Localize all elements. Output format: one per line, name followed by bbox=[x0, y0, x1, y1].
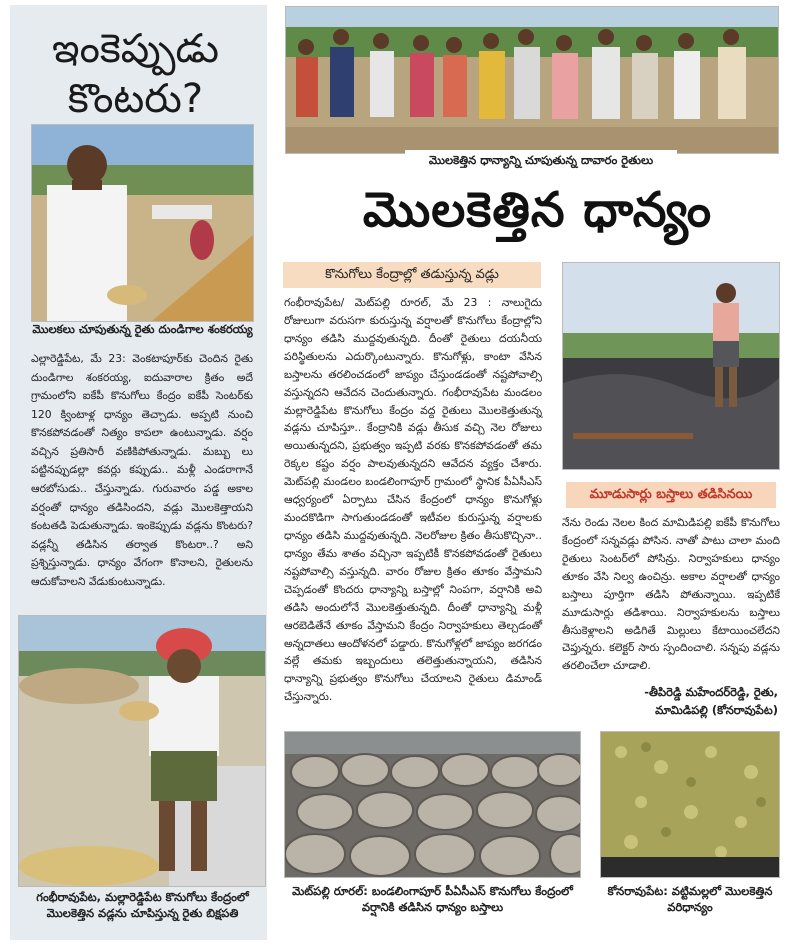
left-photo2-caption: గంభీరావుపేట, మల్లారెడ్డిపేట కొనుగోలు కేంద్రంలో మొలకెత్తిన వడ్లను చూపిస్తున్న రైతు బిక్షపతి bbox=[36, 890, 249, 920]
left-story-headline: ఇంకెప్పుడు కొంటరు? bbox=[52, 26, 219, 123]
bottom-middle-caption: మెట్‌పల్లి రూరల్: బండలింగాపూర్ పీఏసీఎస్ కొనుగోలు కేంద్రంలో వర్షానికి తడిసిన ధాన్యం బస్తాలు bbox=[292, 884, 573, 914]
right-story-body: నేను రెండు నెలల కింద మామిడిపల్లి ఐకేపీ కొనుగోలు కేంద్రంలో సన్నవడ్లు పోసిన. నాతో పాటు చాలా మంది రైతులు సెంటర్‌లో పోసిన్రు. నిర్వాహకులు ధాన్యం తూకం వేసి నిల్వ ఉంచిన్రు. అకాల వర్షాలతో ధాన్యం బస్తాలు పూర్తిగా తడిసి పోతున్నాయి. ఇప్పటికే మూడుసార్లు తడిశాయి. నిర్వాహకులను బస్తాలు తీసుకెళ్లాలని అడిగితే మిల్లులు కేటాయించలేదని చెప్తున్నరు. కలెక్టర్ సారు స్పందించాలి. సన్నపు వడ్లను తరలించేలా చూడాలి. bbox=[562, 516, 780, 673]
right-story-signature-line1: -తీపిరెడ్డి మహేందర్‌రెడ్డి, రైతు, bbox=[644, 685, 778, 699]
bottom-right-caption: కోనరావుపేట: వట్టిమల్లలో మొలకెత్తిన వరిధాన్యం bbox=[607, 884, 773, 914]
sprouted-grain-photo bbox=[600, 731, 780, 878]
right-story-signature-line2: మామిడిపల్లి (కోనరావుపేట) bbox=[655, 703, 778, 717]
wet-sacks-photo bbox=[284, 731, 581, 878]
farmer-bikshapathi-photo bbox=[18, 615, 266, 887]
left-story-body: ఎల్లారెడ్డిపేట, మే 23: వెంకటాపూర్‌కు చెందిన రైతు దుండిగాల శంకరయ్య, ఐదువారాల క్రితం అదే గ్రామంలోని ఐకేపీ కొనుగోలు కేంద్రం ఐకేపీ సెంటర్‌కు 120 క్వింటాళ్ల ధాన్యం తెచ్చాడు. అప్పటి నుంచి కొనకపోవడంతో నిత్యం కాపలా ఉంటున్నాడు. వర్షం వచ్చిన ప్రతిసారీ వణికిపోతున్నాడు. మబ్బు లు పట్టినప్పుడల్లా కవర్లు కప్పుడు.. మళ్లీ ఎండరాగానే ఆరబోసుడు.. చేస్తున్నాడు. గురువారం పడ్డ అకాల వర్షంతో ధాన్యం తడిసిందని, వడ్లు మొలకెత్తాయని కంటతడి పెడుతున్నాడు. ఇంకెప్పుడు వడ్లను కొంటరు? వడ్లన్నీ తడిసిన తర్వాత కొంటరా..? అని ప్రశ్నిస్తున్నాడు. ధాన్యం వేగంగా కొనాలని, రైతులను ఆదుకోవాలని వేడుకుంటున్నాడు. bbox=[31, 352, 253, 588]
farmer-on-tarp-photo bbox=[562, 262, 780, 470]
sub-headline: కొనుగోలు కేంద్రాల్లో తడుస్తున్న వడ్లు bbox=[283, 262, 541, 288]
farmers-group-photo bbox=[285, 6, 779, 154]
main-headline: మొలకెత్తిన ధాన్యం bbox=[362, 182, 713, 238]
left-photo1-caption: మొలకలు చూపుతున్న రైతు దుండిగాల శంకరయ్య bbox=[32, 322, 253, 336]
main-story-body: గంభీరావుపేట/ మెట్‌పల్లి రూరల్, మే 23 : నాలుగైదు రోజులుగా వరుసగా కురుస్తున్న వర్షాలతో కొనుగోలు కేంద్రాల్లోని ధాన్యం తడిసి ముద్దవుతున్నది. దీంతో రైతులు దయనీయ పరిస్థితులను ఎదుర్కొంటున్నారు. కొనుగోళ్లు, కాంటా వేసిన బస్తాలను తరలించడంలో జాప్యం చేస్తుండడంతో నష్టపోవాల్సి వస్తున్నదని ఆవేదన చెందుతున్నారు. గంభీరావుపేట మండలం మల్లారెడ్డిపేట కొనుగోలు కేంద్రం వద్ద రైతులు మొలకెత్తుతున్న వడ్లను చూపిస్తూ.. కేంద్రానికి వడ్లు తీసుక వచ్చి నెల రోజులు అయితున్నదని, ప్రభుత్వం ఇప్పటి వరకు కొనకపోవడంతో తమ రెక్కల కష్టం వర్షం పాలవుతున్నదని ఆవేదన వ్యక్తం చేశారు. మెట్‌పల్లి మండలం బండలింగాపూర్ గ్రామంలో స్థానిక పీఏసీఎస్ ఆధ్వర్యంలో ఏర్పాటు చేసిన కేంద్రంలో ధాన్యం కొనుగోళ్లు మందకొడిగా సాగుతుండడంతో ఇటీవల కురుస్తున్న వర్షాలకు ధాన్యం తడిసి ముద్దవుతున్నది. నెలరోజుల క్రితం తీసుకొచ్చినా.. ధాన్యం తేమ శాతం వచ్చినా ఇప్పటికీ కొనకపోవడంతో రైతులు నష్టపోవాల్సి వస్తున్నది. వారం రోజుల క్రితం తూకం వేస్తామని చెప్పడంతో కొందరు ధాన్యాన్ని బస్తాల్లో నింపగా, వర్షానికి అవి తడిసి అందులోనే మొలకెత్తుతున్నది. దీంతో ధాన్యాన్ని మళ్లీ ఆరబెడితేనే తూకం వేస్తామని కేంద్రం నిర్వాహకులు తెల్చడంతో అన్నదాతలు ఆందోళనలో పడ్డారు. కొనుగోళ్లలో జాప్యం జరగడం వల్లే తమకు ఇబ్బందులు తలెత్తుతున్నాయని, తడిసిన ధాన్యాన్ని ప్రభుత్వం కొనుగోలు చేయాలని రైతులు డిమాండ్ చేస్తున్నారు. bbox=[284, 296, 542, 704]
farmer-shankaraiah-photo bbox=[31, 124, 254, 322]
right-story-headline: మూడుసార్లు బస్తాలు తడిసినయి bbox=[566, 482, 776, 508]
top-photo-caption: మొలకెత్తిన ధాన్యాన్ని చూపుతున్న దావారం రైతులు bbox=[405, 150, 677, 173]
